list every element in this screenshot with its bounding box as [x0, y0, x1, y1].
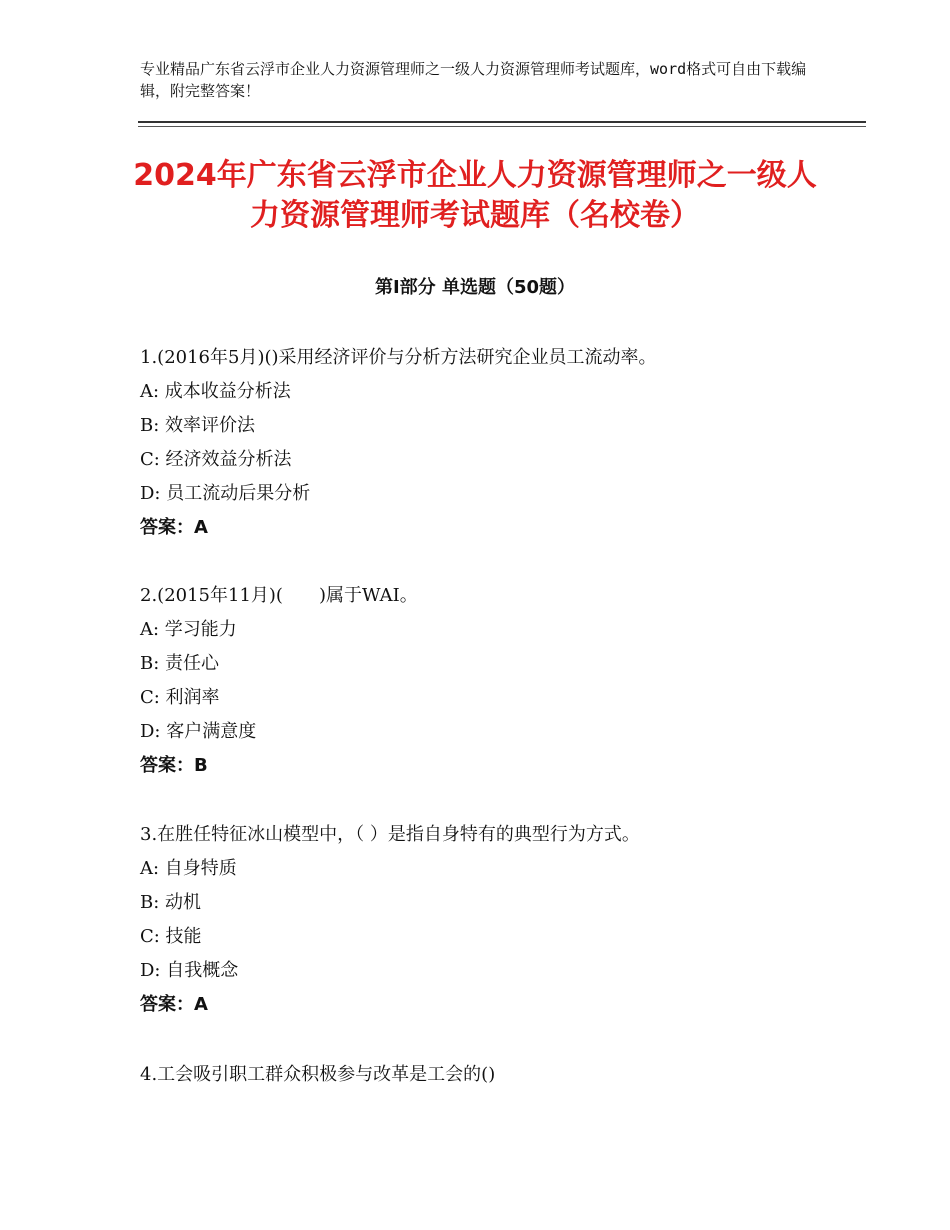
option-c: C: 技能: [140, 926, 202, 947]
option-a: A: 学习能力: [140, 619, 237, 640]
answer: 答案：A: [140, 994, 208, 1015]
question-2: [140, 579, 870, 783]
option-c: C: 利润率: [140, 687, 220, 708]
question-stem: 2.(2015年11月)( )属于WAI。: [140, 585, 418, 606]
option-d: D: 客户满意度: [140, 721, 257, 742]
header-divider-thick: [138, 121, 866, 123]
question-stem: 1.(2016年5月)()采用经济评价与分析方法研究企业员工流动率。: [140, 347, 657, 368]
option-b: B: 责任心: [140, 653, 220, 674]
option-a: A: 成本收益分析法: [140, 381, 291, 402]
option-a: A: 自身特质: [140, 858, 237, 879]
header-note: 专业精品广东省云浮市企业人力资源管理师之一级人力资源管理师考试题库，word格式可自由下载编辑，附完整答案！: [140, 60, 807, 100]
question-stem: 3.在胜任特征冰山模型中，（ ）是指自身特有的典型行为方式。: [140, 824, 640, 845]
question-1: [140, 341, 870, 545]
document-title: 2024年广东省云浮市企业人力资源管理师之一级人力资源管理师考试题库（名校卷）: [133, 158, 817, 233]
section-title: 第Ⅰ部分 单选题（50题）: [374, 277, 575, 298]
question-4: [140, 1058, 870, 1092]
option-d: D: 员工流动后果分析: [140, 483, 311, 504]
answer: 答案：A: [140, 517, 208, 538]
question-stem: 4.工会吸引职工群众积极参与改革是工会的(): [140, 1064, 496, 1085]
answer: 答案：B: [140, 755, 208, 776]
question-3: [140, 818, 870, 1022]
option-b: B: 动机: [140, 892, 202, 913]
header-divider-thin: [138, 126, 866, 127]
option-c: C: 经济效益分析法: [140, 449, 292, 470]
option-d: D: 自我概念: [140, 960, 239, 981]
option-b: B: 效率评价法: [140, 415, 256, 436]
